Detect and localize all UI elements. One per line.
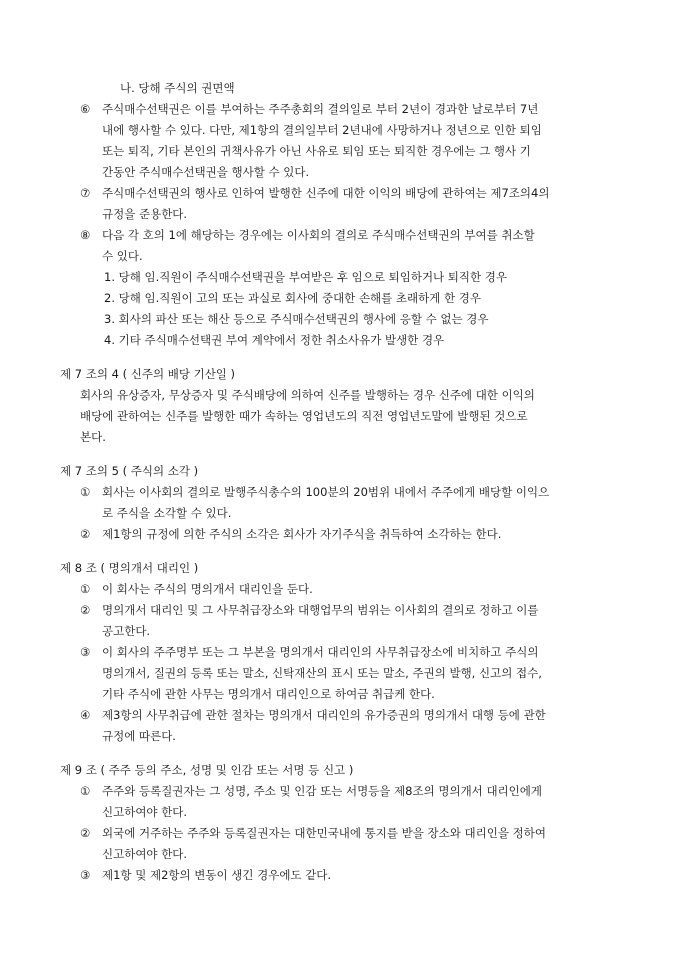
paragraph-line: 로 주식을 소각할 수 있다. bbox=[102, 506, 232, 520]
paragraph-number: ③ bbox=[80, 645, 91, 659]
paragraph-number: ① bbox=[80, 784, 91, 798]
paragraph-line: 주주와 등록질권자는 그 성명, 주소 및 인감 또는 서명등을 제8조의 명의개서 대리인에게 bbox=[102, 784, 542, 798]
paragraph-number: ⑧ bbox=[80, 228, 91, 242]
paragraph-line: 내에 행사할 수 있다. 다만, 제1항의 결의일부터 2년내에 사망하거나 정년으로 인한 퇴임 bbox=[102, 123, 542, 137]
list-item: 1. 당해 임.직원이 주식매수선택권을 부여받은 후 임으로 퇴임하거나 퇴직한 경우 bbox=[104, 270, 508, 284]
paragraph-line: 이 회사의 주주명부 또는 그 부본을 명의개서 대리인의 사무취급장소에 비치하고 주식의 bbox=[102, 645, 539, 659]
paragraph-line: 신고하여야 한다. bbox=[102, 805, 188, 819]
paragraph-line: 주식매수선택권은 이를 부여하는 주주총회의 결의일로 부터 2년이 경과한 날로부터 7년 bbox=[102, 102, 539, 116]
paragraph-line: 기타 주식에 관한 사무는 명의개서 대리인으로 하여금 취급케 한다. bbox=[102, 687, 435, 701]
article-heading: 제 7 조의 4 ( 신주의 배당 기산일 ) bbox=[60, 367, 236, 381]
paragraph-line: 다음 각 호의 1에 해당하는 경우에는 이사회의 결의로 주식매수선택권의 부여를 취소할 bbox=[102, 228, 535, 242]
paragraph-line: 배당에 관하여는 신주를 발행한 때가 속하는 영업년도의 직전 영업년도말에 발행된 것으로 bbox=[80, 409, 528, 423]
sub-item-face-value: 나. 당해 주식의 권면액 bbox=[120, 81, 235, 95]
paragraph-number: ③ bbox=[80, 868, 91, 882]
paragraph-line: 주식매수선택권의 행사로 인하여 발행한 신주에 대한 이익의 배당에 관하여는 제7조의4의 bbox=[102, 186, 550, 200]
paragraph-line: 간동안 주식매수선택권을 행사할 수 있다. bbox=[102, 165, 310, 179]
paragraph-number: ⑥ bbox=[80, 102, 91, 116]
list-item: 4. 기타 주식매수선택권 부여 계약에서 정한 취소사유가 발생한 경우 bbox=[104, 333, 445, 347]
paragraph-line: 제1항의 규정에 의한 주식의 소각은 회사가 자기주식을 취득하여 소각하는 한다. bbox=[102, 527, 502, 541]
paragraph-line: 명의개서 대리인 및 그 사무취급장소와 대행업무의 범위는 이사회의 결의로 정하고 이를 bbox=[102, 603, 539, 617]
list-item: 2. 당해 임.직원이 고의 또는 과실로 회사에 중대한 손해를 초래하게 한 경우 bbox=[104, 291, 481, 305]
paragraph-line: 공고한다. bbox=[102, 624, 151, 638]
paragraph-line: 회사의 유상증자, 무상증자 및 주식배당에 의하여 신주를 발행하는 경우 신주에 대한 이익의 bbox=[80, 388, 535, 402]
article-heading: 제 9 조 ( 주주 등의 주소, 성명 및 인감 또는 서명 등 신고 ) bbox=[60, 763, 354, 777]
paragraph-line: 규정에 따른다. bbox=[102, 729, 176, 743]
paragraph-line: 명의개서, 질권의 등록 또는 말소, 신탁재산의 표시 또는 말소, 주권의 발행, 신고의 접수, bbox=[102, 666, 542, 680]
paragraph-line: 본다. bbox=[80, 430, 106, 444]
paragraph-number: ④ bbox=[80, 708, 91, 722]
paragraph-line: 제3항의 사무취급에 관한 절차는 명의개서 대리인의 유가증권의 명의개서 대행 등에 관한 bbox=[102, 708, 546, 722]
paragraph-line: 제1항 및 제2항의 변동이 생긴 경우에도 같다. bbox=[102, 868, 332, 882]
article-heading: 제 7 조의 5 ( 주식의 소각 ) bbox=[60, 464, 199, 478]
paragraph-line: 이 회사는 주식의 명의개서 대리인을 둔다. bbox=[102, 582, 313, 596]
paragraph-line: 회사는 이사회의 결의로 발행주식총수의 100분의 20범위 내에서 주주에게 배당할 이익으 bbox=[102, 485, 550, 499]
paragraph-number: ② bbox=[80, 603, 91, 617]
article-heading: 제 8 조 ( 명의개서 대리인 ) bbox=[60, 561, 199, 575]
paragraph-number: ② bbox=[80, 527, 91, 541]
paragraph-line: 외국에 거주하는 주주와 등록질권자는 대한민국내에 통지를 받을 장소와 대리인을 정하여 bbox=[102, 826, 546, 840]
paragraph-number: ① bbox=[80, 485, 91, 499]
paragraph-line: 또는 퇴직, 기타 본인의 귀책사유가 아닌 사유로 퇴임 또는 퇴직한 경우에는 그 행사 기 bbox=[102, 144, 531, 158]
paragraph-line: 신고하여야 한다. bbox=[102, 847, 188, 861]
paragraph-number: ⑦ bbox=[80, 186, 91, 200]
list-item: 3. 회사의 파산 또는 해산 등으로 주식매수선택권의 행사에 응할 수 없는 경우 bbox=[104, 312, 489, 326]
paragraph-line: 수 있다. bbox=[102, 249, 143, 263]
paragraph-line: 규정을 준용한다. bbox=[102, 207, 188, 221]
paragraph-number: ② bbox=[80, 826, 91, 840]
paragraph-number: ① bbox=[80, 582, 91, 596]
